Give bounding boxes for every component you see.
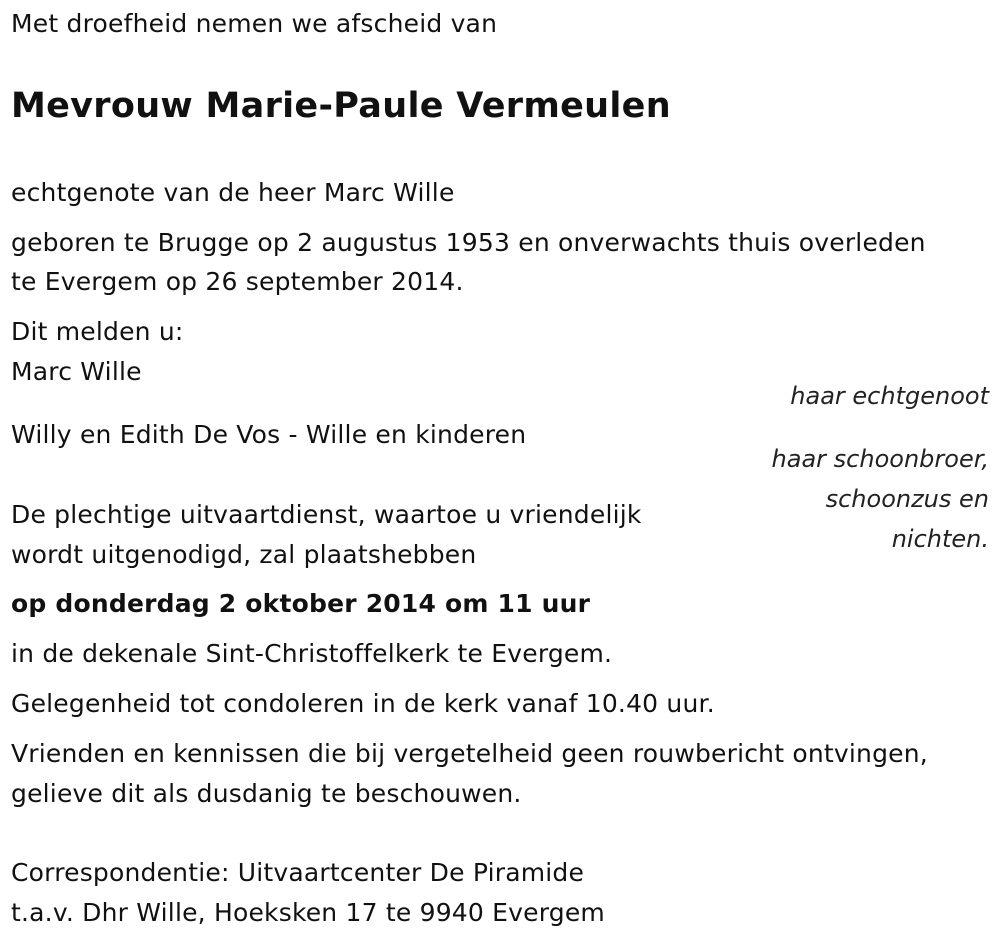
service-location: in de dekenale Sint-Christoffelkerk te Evergem. — [11, 639, 613, 668]
service-invite-line-2: wordt uitgenodigd, zal plaatshebben — [11, 540, 477, 569]
announcer-name-1: Marc Wille — [11, 357, 142, 386]
announcer-name-2: Willy en Edith De Vos - Wille en kinderen — [11, 420, 527, 449]
condolences-line: Gelegenheid tot condoleren in de kerk vanaf 10.40 uur. — [11, 689, 715, 718]
notice-line-2: gelieve dit als dusdanig te beschouwen. — [11, 779, 522, 808]
service-datetime: op donderdag 2 oktober 2014 om 11 uur — [11, 589, 591, 618]
spouse-line: echtgenote van de heer Marc Wille — [11, 178, 455, 207]
announcer-relation-2-line-2: schoonzus en — [825, 485, 989, 513]
correspondence-line-1: Correspondentie: Uitvaartcenter De Piramide — [11, 858, 585, 887]
birth-death-line-2: te Evergem op 26 september 2014. — [11, 267, 464, 296]
announcers-heading: Dit melden u: — [11, 317, 184, 346]
intro-line: Met droefheid nemen we afscheid van — [11, 9, 498, 38]
announcer-relation-2-line-3: nichten. — [891, 525, 989, 553]
deceased-name: Mevrouw Marie-Paule Vermeulen — [11, 86, 671, 126]
announcer-relation-1: haar echtgenoot — [790, 382, 989, 410]
correspondence-line-2: t.a.v. Dhr Wille, Hoeksken 17 te 9940 Evergem — [11, 898, 605, 927]
announcer-relation-2-line-1: haar schoonbroer, — [771, 445, 989, 473]
notice-line-1: Vrienden en kennissen die bij vergetelheid geen rouwbericht ontvingen, — [11, 739, 928, 768]
service-invite-line-1: De plechtige uitvaartdienst, waartoe u vriendelijk — [11, 500, 642, 529]
birth-death-line-1: geboren te Brugge op 2 augustus 1953 en onverwachts thuis overleden — [11, 228, 926, 257]
